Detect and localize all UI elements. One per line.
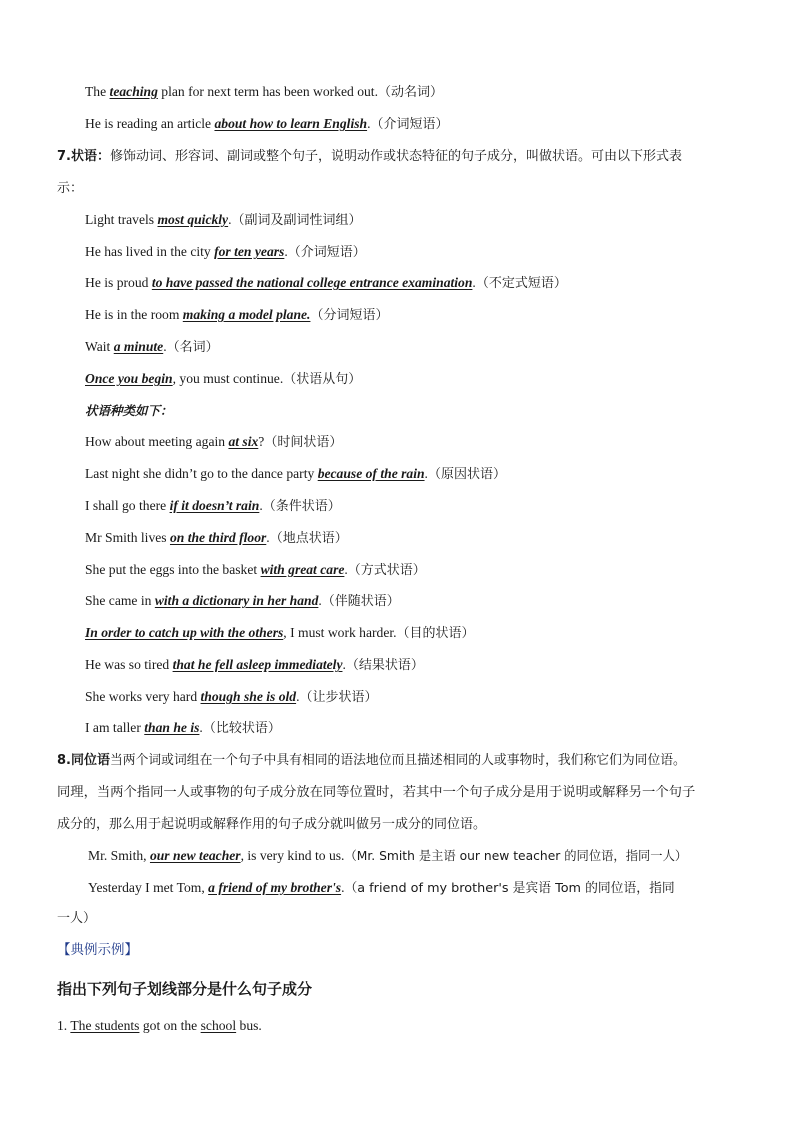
section-8-desc: 同理，当两个指同一人或事物的句子成分放在同等位置时，若其中一个句子成分是用于说明或解释另一个句子 (57, 785, 696, 800)
example-line: The teaching plan for next term has been worked out.（动名词） (85, 84, 443, 100)
appositive-example: Mr. Smith, our new teacher, is very kind to us.（Mr. Smith 是主语 our new teacher 的同位语，指同一人） (88, 848, 688, 863)
adverbial-type: She put the eggs into the basket with great care.（方式状语） (85, 562, 426, 578)
section-7-heading: 7.状语：修饰动词、形容词、副词或整个句子，说明动作或状态特征的句子成分，叫做状语。可由以下形式表 (57, 149, 682, 164)
adverbial-type: He was so tired that he fell asleep immediately.（结果状语） (85, 657, 424, 673)
adverbial-example: He is in the room making a model plane.（分词短语） (85, 307, 389, 323)
adverbial-type: She works very hard though she is old.（让步状语） (85, 689, 378, 705)
exercise-title: 指出下列句子划线部分是什么句子成分 (57, 980, 313, 998)
adverbial-type: Last night she didn’t go to the dance party because of the rain.（原因状语） (85, 466, 506, 482)
example-line: He is reading an article about how to learn English.（介词短语） (85, 116, 449, 132)
appositive-example-cont: 一人） (57, 911, 97, 926)
adverbial-example: He is proud to have passed the national college entrance examination.（不定式短语） (85, 275, 567, 291)
question-1: 1. The students got on the school bus. (57, 1018, 262, 1033)
adverbial-example: Wait a minute.（名词） (85, 339, 219, 355)
section-7-desc: 示： (57, 181, 84, 196)
section-label: 【典例示例】 (57, 942, 138, 958)
adverbial-type: In order to catch up with the others, I must work harder.（目的状语） (85, 625, 475, 641)
adverbial-type: She came in with a dictionary in her hand.（伴随状语） (85, 593, 400, 609)
appositive-example: Yesterday I met Tom, a friend of my brother's.（a friend of my brother's 是宾语 Tom 的同位语，指同 (88, 880, 675, 896)
adverbial-type: I am taller than he is.（比较状语） (85, 720, 281, 736)
section-8-heading: 8.同位语当两个词或词组在一个句子中具有相同的语法地位而且描述相同的人或事物时，我们称它们为同位语。 (57, 753, 686, 768)
adverbial-type: Mr Smith lives on the third floor.（地点状语） (85, 530, 348, 546)
adverbial-example: Light travels most quickly.（副词及副词性词组） (85, 212, 362, 228)
adverbial-example: He has lived in the city for ten years.（介词短语） (85, 244, 366, 260)
adverbial-type: I shall go there if it doesn’t rain.（条件状语） (85, 498, 341, 514)
section-8-desc: 成分的，那么用于起说明或解释作用的句子成分就叫做另一成分的同位语。 (57, 817, 487, 832)
adverbial-type: How about meeting again at six?（时间状语） (85, 434, 343, 450)
adverbial-example: Once you begin, you must continue.（状语从句） (85, 371, 362, 387)
adverbial-types-label: 状语种类如下： (85, 403, 173, 418)
